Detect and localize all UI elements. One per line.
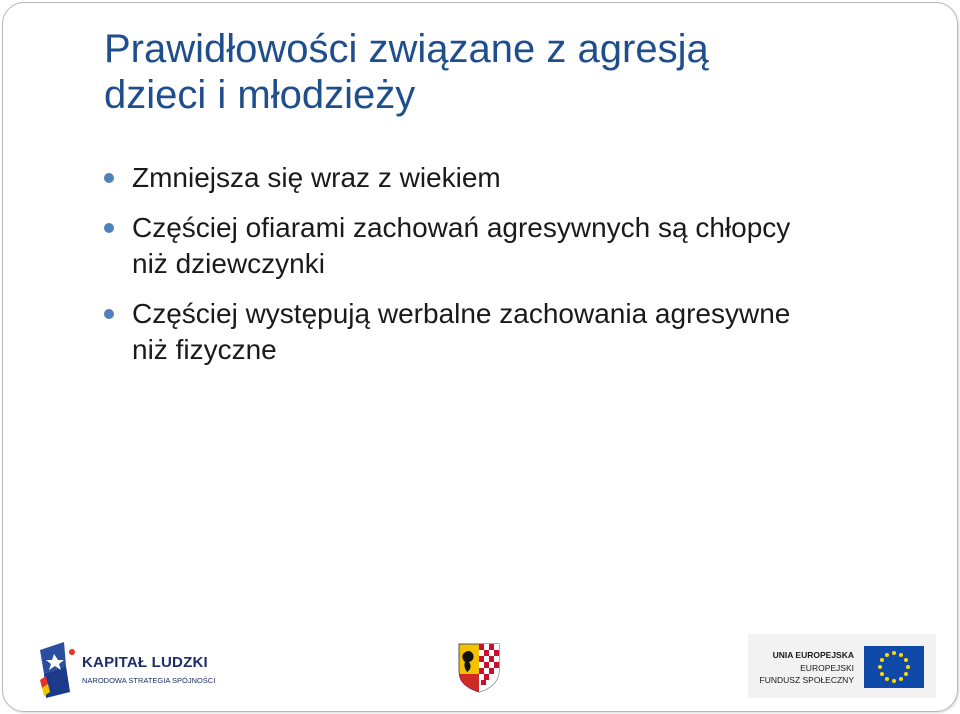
eu-logo xyxy=(748,634,936,698)
kapital-ludzki-logo xyxy=(36,640,216,700)
bullet-dot-icon xyxy=(104,309,114,319)
bullet-text-continuation: niż dziewczynki xyxy=(132,248,325,279)
kapital-ludzki-subtitle: NARODOWA STRATEGIA SPÓJNOŚCI xyxy=(82,676,216,685)
title-line-1: Prawidłowości związane z agresją xyxy=(104,27,709,71)
bullet-text: Zmniejsza się wraz z wiekiem xyxy=(132,162,501,193)
coat-of-arms-icon xyxy=(457,640,501,694)
bullet-text-continuation: niż fizyczne xyxy=(132,334,277,365)
bullet-list xyxy=(104,160,924,382)
eu-flag-icon xyxy=(864,646,924,688)
kapital-ludzki-name: KAPITAŁ LUDZKI xyxy=(82,654,208,671)
bullet-text: Częściej występują werbalne zachowania agresywne xyxy=(132,298,791,329)
bullet-dot-icon xyxy=(104,223,114,233)
slide-title xyxy=(104,26,864,118)
kapital-ludzki-emblem-icon xyxy=(36,640,80,700)
eu-logo-line1: UNIA EUROPEJSKA xyxy=(772,650,854,660)
bullet-text: Częściej ofiarami zachowań agresywnych są chłopcy xyxy=(132,212,791,243)
bullet-item xyxy=(104,210,924,282)
bullet-dot-icon xyxy=(104,173,114,183)
eu-logo-line3: FUNDUSZ SPOŁECZNY xyxy=(759,675,854,685)
bullet-item xyxy=(104,160,924,196)
bullet-item xyxy=(104,296,924,368)
eu-logo-line2: EUROPEJSKI xyxy=(800,663,854,673)
title-line-2: dzieci i młodzieży xyxy=(104,73,416,117)
